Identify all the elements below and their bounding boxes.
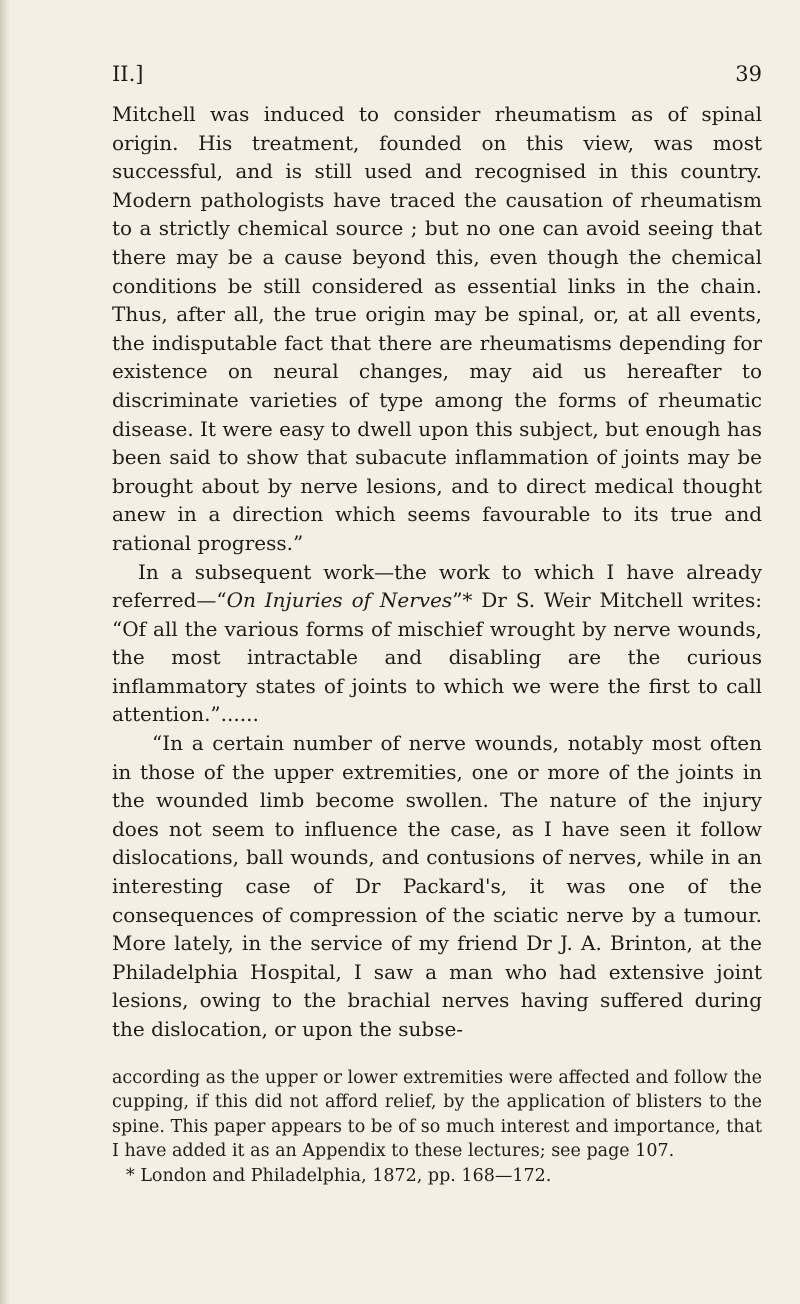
page-number: 39 xyxy=(735,62,762,86)
footnote-star: * London and Philadelphia, 1872, pp. 168—172. xyxy=(126,1165,552,1186)
paragraph-2-before: In a subsequent work—the work to which I have already referred—“ xyxy=(112,559,762,613)
running-header xyxy=(112,62,762,86)
book-page xyxy=(112,62,762,1188)
footnotes xyxy=(112,1066,762,1189)
paragraph-1: Mitchell was induced to consider rheumatism as of spinal origin. His treatment, founded on this view, was most successful, and is still used and recognised in this country. Modern pathologists have traced the causation of rheumatism to a strictly chemical source ; but no one can avoid seeing that there may be a cause beyond this, even though the chemical conditions be still considered as essential links in the chain. Thus, after all, the true origin may be spinal, or, at all events, the indisputable fact that there are rheumatisms depending for existence on neural changes, may aid us hereafter to discriminate varieties of type among the forms of rheumatic disease. It were easy to dwell upon this subject, but enough has been said to show that subacute inflammation of joints may be brought about by nerve lesions, and to direct medical thought anew in a direction which seems favourable to its true and rational progress.” xyxy=(112,102,762,555)
chapter-marker: II.] xyxy=(112,62,144,86)
book-title: On Injuries of Nerves xyxy=(226,588,453,613)
paragraph-3: “In a certain number of nerve wounds, notably most often in those of the upper extremities, one or more of the joints in the wounded limb become swollen. The nature of the injury does not seem to influence the case, as I have seen it follow dislocations, ball wounds, and contusions of nerves, while in an interesting case of Dr Packard's, it was one of the consequences of compression of the sciatic nerve by a tumour. More lately, in the service of my friend Dr J. A. Brinton, at the Philadelphia Hospital, I saw a man who had extensive joint lesions, owing to the brachial nerves having suffered during the dislocation, or upon the subse- xyxy=(112,731,762,1041)
paragraph-2-after: ”* Dr S. Weir Mitchell writes: “Of all the various forms of mischief wrought by nerve wounds, the most intractable and disabling are the curious inflammatory states of joints to which we were the first to call attention.”...... xyxy=(112,588,763,727)
paragraph-2 xyxy=(112,558,762,730)
footnote-continued: according as the upper or lower extremities were affected and follow the cupping, if this did not afford relief, by the application of blisters to the spine. This paper appears to be of so much interest and importance, that I have added it as an Appendix to these lectures; see page 107. xyxy=(112,1067,762,1162)
page-edge-shadow xyxy=(0,0,10,1304)
